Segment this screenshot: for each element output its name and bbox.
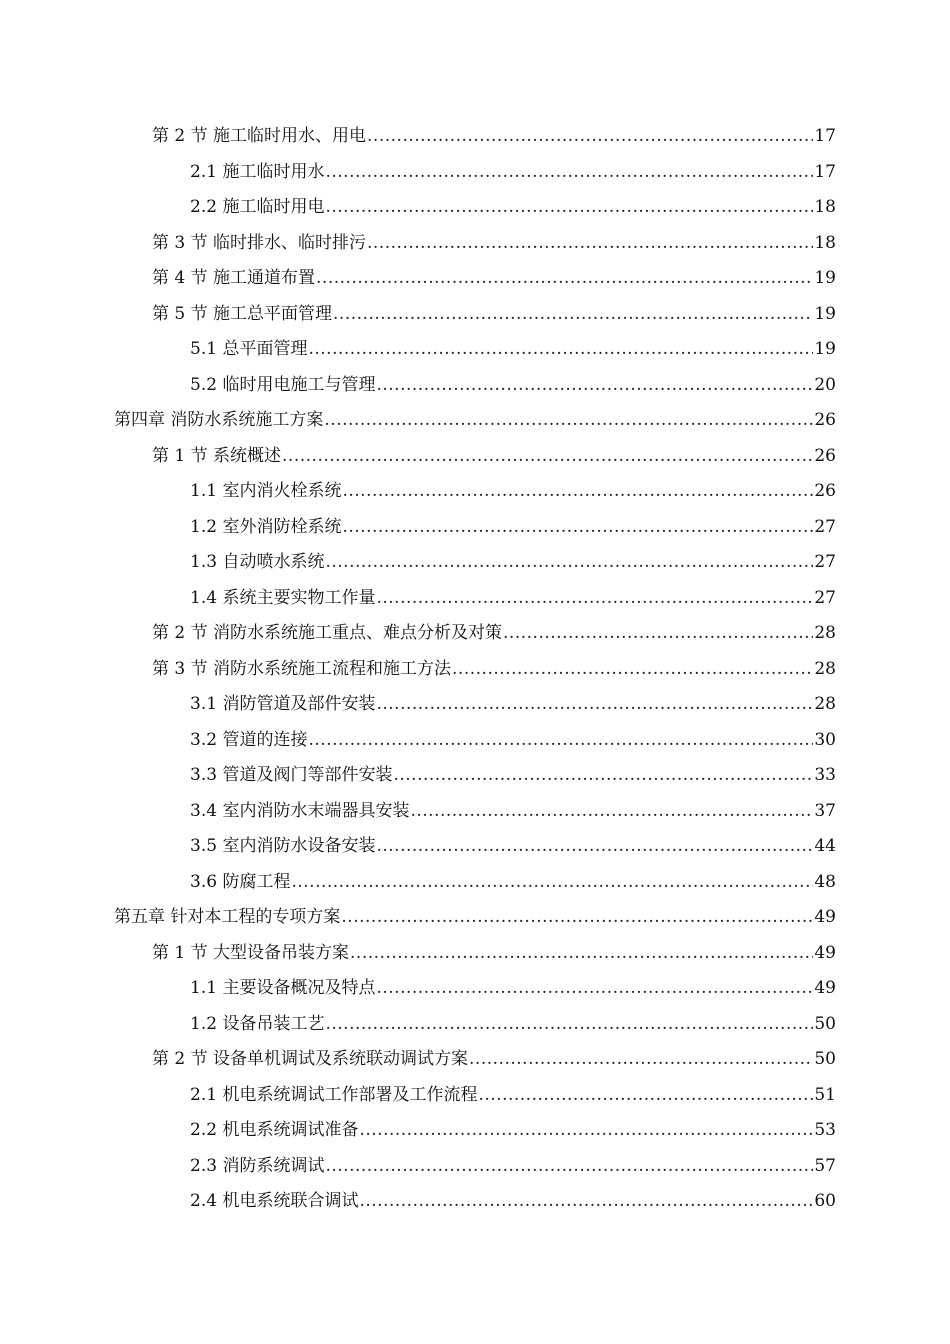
toc-entry-title: 第 3 节 临时排水、临时排污 <box>152 232 367 253</box>
toc-entry[interactable] <box>0 545 950 581</box>
toc-entry[interactable] <box>0 616 950 652</box>
toc-entry-title: 第五章 针对本工程的专项方案 <box>114 907 341 927</box>
toc-entry[interactable] <box>0 865 950 901</box>
dot-leader <box>452 652 813 688</box>
toc-entry[interactable] <box>0 403 950 439</box>
toc-entry[interactable] <box>0 297 950 333</box>
toc-entry-title: 第 1 节 系统概述 <box>152 445 282 466</box>
toc-entry-line <box>152 439 836 475</box>
toc-entry-title: 2.4 机电系统联合调试 <box>190 1191 359 1211</box>
dot-leader <box>376 971 813 1007</box>
toc-entry-title: 第 5 节 施工总平面管理 <box>152 303 333 324</box>
toc-entry-title: 1.2 设备吊装工艺 <box>190 1013 325 1034</box>
toc-entry-line <box>152 652 836 688</box>
toc-entry-title: 2.3 消防系统调试 <box>190 1155 325 1176</box>
toc-entry[interactable] <box>0 119 950 155</box>
toc-entry-line <box>190 865 836 901</box>
toc-entry-line <box>190 1184 836 1220</box>
table-of-contents <box>0 119 950 1220</box>
toc-entry-line <box>190 155 836 191</box>
toc-entry-page-number: 49 <box>814 978 836 998</box>
dot-leader <box>376 368 813 404</box>
toc-entry-page-number: 57 <box>814 1155 836 1176</box>
dot-leader <box>367 226 813 262</box>
toc-entry-title: 1.3 自动喷水系统 <box>190 552 325 572</box>
toc-entry-page-number: 19 <box>814 268 836 288</box>
toc-entry-title: 3.3 管道及阀门等部件安装 <box>190 765 393 785</box>
toc-entry-line <box>190 190 836 226</box>
toc-entry-line <box>190 1113 836 1149</box>
toc-entry-line <box>190 723 836 759</box>
toc-entry-line <box>190 971 836 1007</box>
dot-leader <box>376 687 813 723</box>
toc-entry-page-number: 28 <box>814 623 836 643</box>
toc-entry[interactable] <box>0 936 950 972</box>
toc-entry-page-number: 51 <box>814 1084 836 1105</box>
toc-entry-line <box>152 297 836 333</box>
dot-leader <box>341 900 813 936</box>
dot-leader <box>291 865 813 901</box>
toc-entry-line <box>190 581 836 617</box>
toc-entry-line <box>152 119 836 155</box>
toc-entry-page-number: 20 <box>814 374 836 395</box>
toc-entry-page-number: 19 <box>814 339 836 359</box>
toc-entry-page-number: 19 <box>814 303 836 324</box>
toc-entry[interactable] <box>0 190 950 226</box>
toc-entry-title: 第 2 节 设备单机调试及系统联动调试方案 <box>152 1049 469 1069</box>
toc-entry-line <box>190 368 836 404</box>
toc-entry[interactable] <box>0 581 950 617</box>
toc-entry[interactable] <box>0 332 950 368</box>
toc-entry-line <box>190 687 836 723</box>
toc-entry-title: 第 2 节 施工临时用水、用电 <box>152 126 367 146</box>
toc-entry-title: 3.2 管道的连接 <box>190 729 308 750</box>
toc-entry-page-number: 27 <box>814 516 836 537</box>
toc-entry-title: 3.6 防腐工程 <box>190 871 291 892</box>
toc-entry-page-number: 30 <box>814 729 836 750</box>
toc-entry[interactable] <box>0 723 950 759</box>
toc-entry-title: 1.4 系统主要实物工作量 <box>190 587 376 608</box>
toc-entry-page-number: 28 <box>814 694 836 714</box>
toc-entry-line <box>152 1042 836 1078</box>
toc-entry[interactable] <box>0 1184 950 1220</box>
dot-leader <box>503 616 813 652</box>
toc-entry-line <box>114 403 836 439</box>
dot-leader <box>282 439 813 475</box>
toc-entry[interactable] <box>0 1042 950 1078</box>
toc-entry[interactable] <box>0 794 950 830</box>
toc-entry[interactable] <box>0 1007 950 1043</box>
toc-entry[interactable] <box>0 1149 950 1185</box>
toc-entry-title: 第 1 节 大型设备吊装方案 <box>152 942 350 963</box>
dot-leader <box>333 297 813 333</box>
dot-leader <box>308 332 813 368</box>
toc-entry-title: 第四章 消防水系统施工方案 <box>114 410 324 430</box>
toc-entry-title: 第 2 节 消防水系统施工重点、难点分析及对策 <box>152 623 503 643</box>
dot-leader <box>350 936 813 972</box>
toc-entry-title: 2.1 机电系统调试工作部署及工作流程 <box>190 1084 478 1105</box>
toc-entry-title: 第 3 节 消防水系统施工流程和施工方法 <box>152 658 452 679</box>
dot-leader <box>325 155 813 191</box>
toc-entry-line <box>190 332 836 368</box>
toc-entry[interactable] <box>0 829 950 865</box>
toc-entry-page-number: 27 <box>814 587 836 608</box>
dot-leader <box>325 1149 813 1185</box>
dot-leader <box>359 1113 813 1149</box>
toc-entry-page-number: 50 <box>814 1013 836 1034</box>
dot-leader <box>324 403 813 439</box>
toc-entry-line <box>190 474 836 510</box>
toc-entry-page-number: 26 <box>814 410 836 430</box>
toc-entry-line <box>190 758 836 794</box>
toc-entry-page-number: 18 <box>814 232 836 253</box>
toc-entry-title: 第 4 节 施工通道布置 <box>152 268 316 288</box>
dot-leader <box>376 581 813 617</box>
toc-entry[interactable] <box>0 155 950 191</box>
toc-entry[interactable] <box>0 474 950 510</box>
toc-entry[interactable] <box>0 510 950 546</box>
toc-entry[interactable] <box>0 439 950 475</box>
toc-entry-line <box>152 226 836 262</box>
toc-entry[interactable] <box>0 261 950 297</box>
toc-entry-title: 1.1 主要设备概况及特点 <box>190 978 376 998</box>
toc-entry-line <box>190 1149 836 1185</box>
toc-entry-line <box>190 794 836 830</box>
toc-entry-page-number: 60 <box>814 1191 836 1211</box>
toc-entry[interactable] <box>0 758 950 794</box>
dot-leader <box>376 829 813 865</box>
toc-entry-title: 3.1 消防管道及部件安装 <box>190 694 376 714</box>
toc-entry-title: 2.2 施工临时用电 <box>190 197 325 217</box>
toc-entry-page-number: 44 <box>814 836 836 856</box>
dot-leader <box>342 474 813 510</box>
toc-entry-title: 1.2 室外消防栓系统 <box>190 516 342 537</box>
toc-entry-page-number: 17 <box>814 161 836 182</box>
toc-entry-line <box>114 900 836 936</box>
toc-entry-page-number: 53 <box>814 1120 836 1140</box>
toc-entry-line <box>190 545 836 581</box>
toc-entry-page-number: 27 <box>814 552 836 572</box>
toc-entry[interactable] <box>0 1113 950 1149</box>
toc-entry-page-number: 17 <box>814 126 836 146</box>
toc-entry-page-number: 28 <box>814 658 836 679</box>
toc-entry-title: 2.2 机电系统调试准备 <box>190 1120 359 1140</box>
toc-entry[interactable] <box>0 687 950 723</box>
toc-entry-title: 1.1 室内消火栓系统 <box>190 481 342 501</box>
toc-entry-line <box>190 510 836 546</box>
dot-leader <box>410 794 813 830</box>
toc-entry-line <box>190 829 836 865</box>
toc-entry-page-number: 18 <box>814 197 836 217</box>
toc-entry-page-number: 49 <box>814 942 836 963</box>
dot-leader <box>308 723 813 759</box>
toc-entry-line <box>152 936 836 972</box>
toc-entry-title: 5.1 总平面管理 <box>190 339 308 359</box>
toc-entry-line <box>190 1007 836 1043</box>
toc-entry[interactable] <box>0 1078 950 1114</box>
toc-entry[interactable] <box>0 226 950 262</box>
dot-leader <box>367 119 813 155</box>
dot-leader <box>325 545 813 581</box>
dot-leader <box>359 1184 813 1220</box>
toc-entry-page-number: 33 <box>814 765 836 785</box>
toc-entry-line <box>152 616 836 652</box>
dot-leader <box>478 1078 813 1114</box>
toc-entry[interactable] <box>0 652 950 688</box>
toc-entry-title: 3.5 室内消防水设备安装 <box>190 836 376 856</box>
toc-entry[interactable] <box>0 900 950 936</box>
toc-entry-line <box>190 1078 836 1114</box>
toc-entry-page-number: 50 <box>814 1049 836 1069</box>
toc-entry-title: 2.1 施工临时用水 <box>190 161 325 182</box>
toc-entry-page-number: 48 <box>814 871 836 892</box>
toc-entry-page-number: 26 <box>814 445 836 466</box>
dot-leader <box>316 261 813 297</box>
toc-entry[interactable] <box>0 368 950 404</box>
toc-entry-title: 5.2 临时用电施工与管理 <box>190 374 376 395</box>
toc-entry-page-number: 26 <box>814 481 836 501</box>
dot-leader <box>325 190 813 226</box>
dot-leader <box>325 1007 813 1043</box>
toc-entry-title: 3.4 室内消防水末端器具安装 <box>190 800 410 821</box>
dot-leader <box>469 1042 813 1078</box>
dot-leader <box>342 510 813 546</box>
toc-entry[interactable] <box>0 971 950 1007</box>
toc-entry-page-number: 37 <box>814 800 836 821</box>
dot-leader <box>393 758 813 794</box>
toc-entry-page-number: 49 <box>814 907 836 927</box>
toc-entry-line <box>152 261 836 297</box>
